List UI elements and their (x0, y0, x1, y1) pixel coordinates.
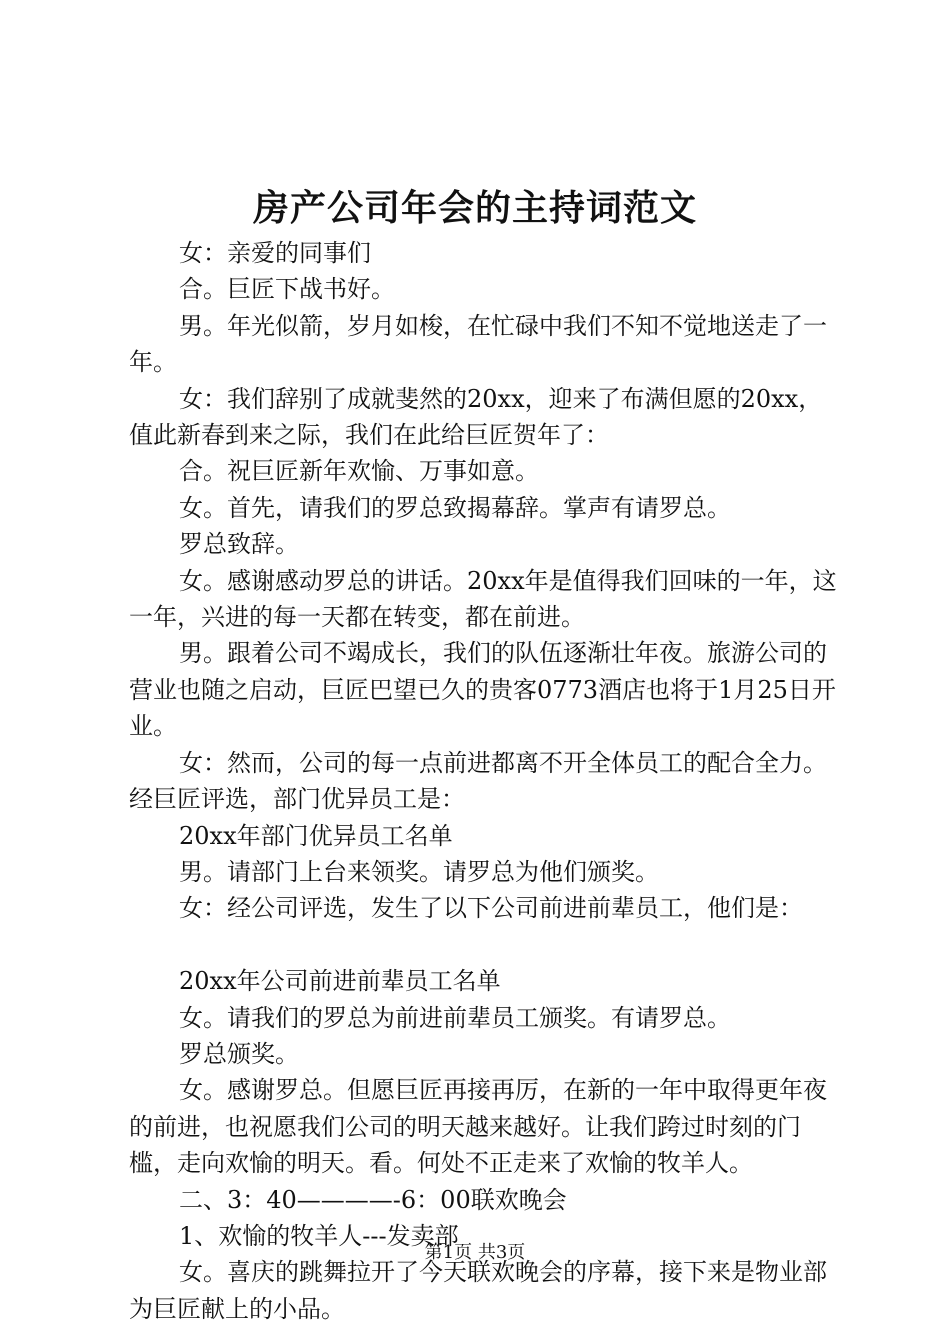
paragraph: 1、欢愉的牧羊人---发卖部 (179, 1221, 459, 1250)
paragraph: 女：亲爱的同事们 (179, 239, 371, 267)
paragraph: 合。祝巨匠新年欢愉、万事如意。 (179, 457, 539, 486)
paragraph: 女。首先，请我们的罗总致揭幕辞。掌声有请罗总。 (179, 493, 731, 522)
paragraph: 女。感谢罗总。但愿巨匠再接再厉，在新的一年中取得更年夜的前进，也祝愿我们公司的明天越来越好。让我们跨过时刻的门槛，走向欢愉的明天。看。何处不正走来了欢愉的牧羊人。 (129, 1076, 827, 1178)
paragraph: 罗总颁奖。 (179, 1039, 299, 1068)
document-title: 房产公司年会的主持词范文 (252, 187, 697, 229)
paragraph: 二、3：40————-6：00联欢晚会 (179, 1185, 567, 1214)
paragraph: 女：然而，公司的每一点前进都离不开全体员工的配合全力。经巨匠评选，部门优异员工是： (129, 748, 827, 814)
paragraph: 合。巨匠下战书好。 (179, 275, 395, 304)
paragraph: 男。年光似箭，岁月如梭，在忙碌中我们不知不觉地送走了一年。 (129, 311, 827, 377)
paragraph: 女。请我们的罗总为前进前辈员工颁奖。有请罗总。 (179, 1003, 731, 1032)
paragraph: 罗总致辞。 (179, 530, 299, 559)
document-body (129, 235, 841, 1327)
paragraph: 女。喜庆的跳舞拉开了今天联欢晚会的序幕，接下来是物业部为巨匠献上的小品。 (129, 1258, 827, 1323)
paragraph: 男。跟着公司不竭成长，我们的队伍逐渐壮年夜。旅游公司的营业也随之启动，巨匠巴望已久的贵客0773酒店也将于1月25日开业。 (129, 639, 836, 741)
paragraph: 女：我们辞别了成就斐然的20xx，迎来了布满但愿的20xx，值此新春到来之际，我们在此给巨匠贺年了： (129, 384, 823, 450)
paragraph: 20xx年部门优异员工名单 (179, 821, 453, 850)
blank-line (129, 927, 841, 963)
paragraph: 20xx年公司前进前辈员工名单 (179, 967, 501, 996)
paragraph: 男。请部门上台来领奖。请罗总为他们颁奖。 (179, 857, 659, 886)
paragraph: 女。感谢感动罗总的讲话。20xx年是值得我们回味的一年，这一年，兴进的每一天都在转变，都在前进。 (129, 566, 837, 632)
page-footer: 第1页 共3页 (424, 1242, 526, 1263)
paragraph: 女：经公司评选，发生了以下公司前进前辈员工，他们是： (179, 894, 803, 923)
